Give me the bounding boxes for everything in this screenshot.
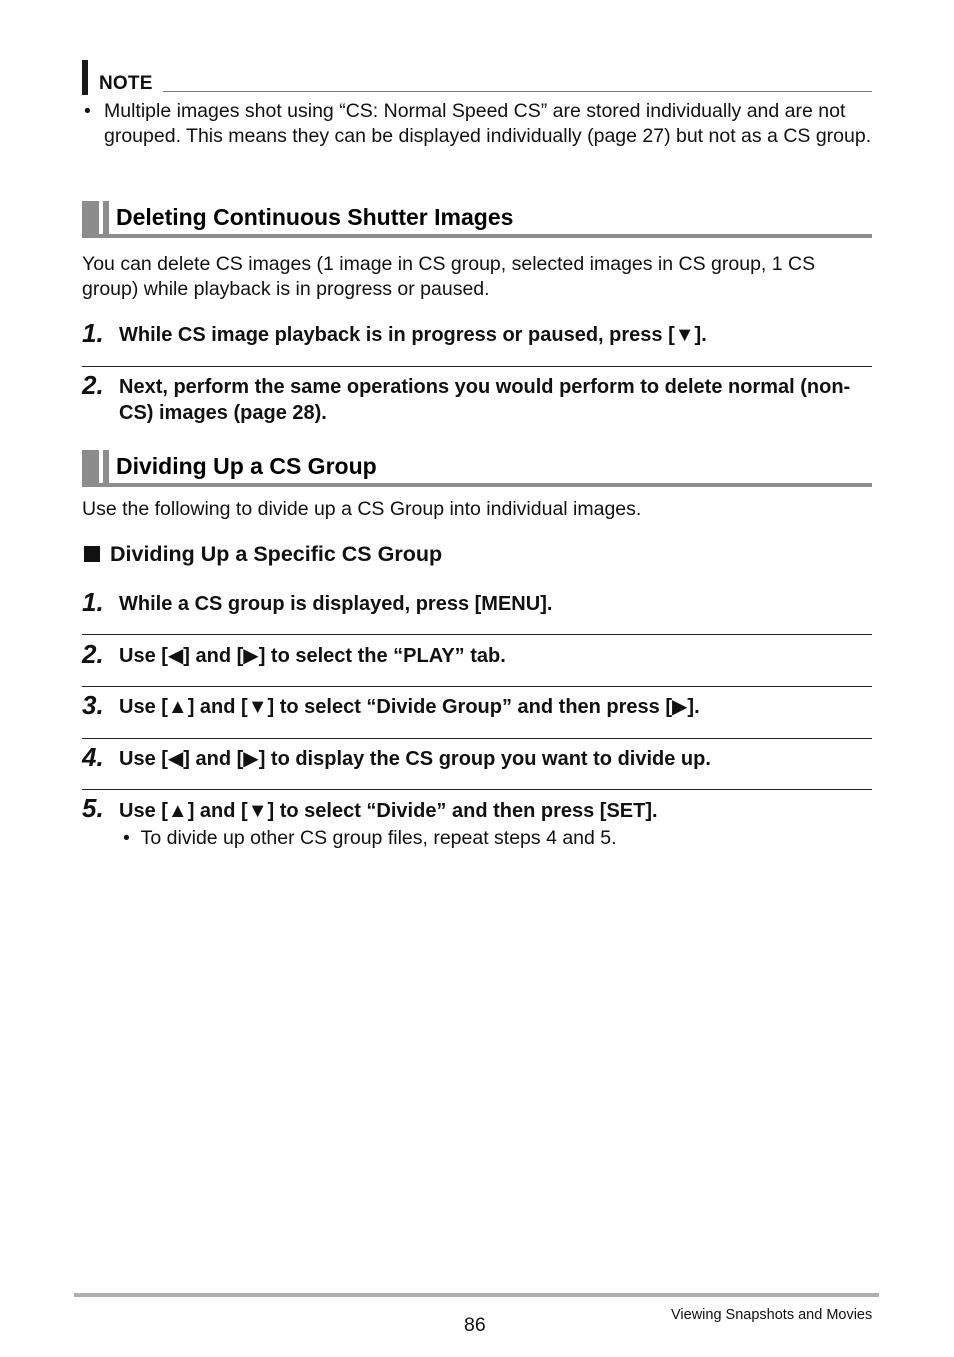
down-triangle-icon: ▼ <box>247 800 268 822</box>
step-number: 1. <box>82 318 104 348</box>
bullet-glyph: • <box>123 827 130 849</box>
step-number: 3. <box>82 690 104 720</box>
heading-bar <box>103 201 109 238</box>
up-triangle-icon: ▲ <box>167 696 188 718</box>
step-text-part: ] to select “Divide Group” and then press [ <box>267 696 673 718</box>
heading-underline <box>82 483 872 487</box>
right-triangle-icon: ▶ <box>672 696 688 718</box>
step-divider <box>82 738 872 739</box>
section1-step1-text <box>119 322 874 348</box>
step-text-part: Use [ <box>119 696 168 718</box>
step-text-part: ]. <box>694 324 707 346</box>
section1-step2-text: Next, perform the same operations you would perform to delete normal (non-CS) images (page 28). <box>119 376 851 424</box>
step-text-part: ] and [ <box>183 645 244 667</box>
note-bullet-text: Multiple images shot using “CS: Normal Speed CS” are stored individually and are not grouped. This means they can be displayed individually (page 27) but not as a CS group. <box>104 100 872 147</box>
step-number: 2. <box>82 370 104 400</box>
section2-step3-text <box>119 694 874 720</box>
note-label: NOTE <box>99 73 153 94</box>
step-divider <box>82 634 872 635</box>
page-number: 86 <box>464 1314 486 1336</box>
section2-intro: Use the following to divide up a CS Group into individual images. <box>82 498 642 520</box>
step-text-part: Use [ <box>119 800 168 822</box>
footer-divider <box>74 1293 879 1297</box>
section-title: Dividing Up a CS Group <box>116 453 377 479</box>
section-heading-dividing <box>82 450 872 488</box>
step-text-part: ] and [ <box>187 696 248 718</box>
step-text-part: ] and [ <box>183 748 244 770</box>
step-number: 5. <box>82 793 104 823</box>
square-bullet-icon <box>84 546 100 562</box>
step-divider <box>82 366 872 367</box>
right-triangle-icon: ▶ <box>243 645 259 667</box>
left-triangle-icon: ◀ <box>167 748 184 770</box>
footer-chapter-title: Viewing Snapshots and Movies <box>671 1307 873 1323</box>
step-text-part: ] and [ <box>187 800 248 822</box>
down-triangle-icon: ▼ <box>247 696 268 718</box>
down-triangle-icon: ▼ <box>674 324 695 346</box>
subsection-heading <box>84 542 442 567</box>
up-triangle-icon: ▲ <box>167 800 188 822</box>
section2-step4-text <box>119 746 874 772</box>
step-divider <box>82 789 872 790</box>
section-heading-deleting <box>82 201 872 239</box>
heading-underline <box>82 234 872 238</box>
section1-intro: You can delete CS images (1 image in CS group, selected images in CS group, 1 CS group) while playback is in progress or paused. <box>82 253 816 300</box>
note-bullet <box>84 99 874 149</box>
section2-step1-text: While a CS group is displayed, press [MENU]. <box>119 593 553 615</box>
left-triangle-icon: ◀ <box>167 645 184 667</box>
step5-bullet <box>123 827 617 850</box>
step-text-part: ] to select “Divide” and then press [SET]. <box>267 800 658 822</box>
step-text-part: ] to select the “PLAY” tab. <box>258 645 506 667</box>
section2-step2-text <box>119 643 874 669</box>
step-text-part: Use [ <box>119 748 168 770</box>
subsection-title: Dividing Up a Specific CS Group <box>110 542 443 566</box>
heading-bar <box>103 450 109 487</box>
step-text-part: ] to display the CS group you want to divide up. <box>258 748 711 770</box>
step-number: 2. <box>82 639 104 669</box>
heading-bar <box>82 201 99 238</box>
bullet-glyph: • <box>84 100 91 122</box>
step-number: 4. <box>82 742 104 772</box>
note-divider <box>163 91 872 92</box>
heading-bar <box>82 450 99 487</box>
right-triangle-icon: ▶ <box>243 748 259 770</box>
section-title: Deleting Continuous Shutter Images <box>116 204 514 230</box>
step-divider <box>82 686 872 687</box>
step5-bullet-text: To divide up other CS group files, repeat steps 4 and 5. <box>140 827 617 849</box>
note-marker-bar <box>82 60 88 95</box>
note-body <box>84 99 874 149</box>
step-text-part: While CS image playback is in progress or paused, press [ <box>119 324 675 346</box>
step-text-part: Use [ <box>119 645 168 667</box>
step-text-part: ]. <box>687 696 700 718</box>
section2-step5-text <box>119 798 874 824</box>
step-number: 1. <box>82 587 104 617</box>
